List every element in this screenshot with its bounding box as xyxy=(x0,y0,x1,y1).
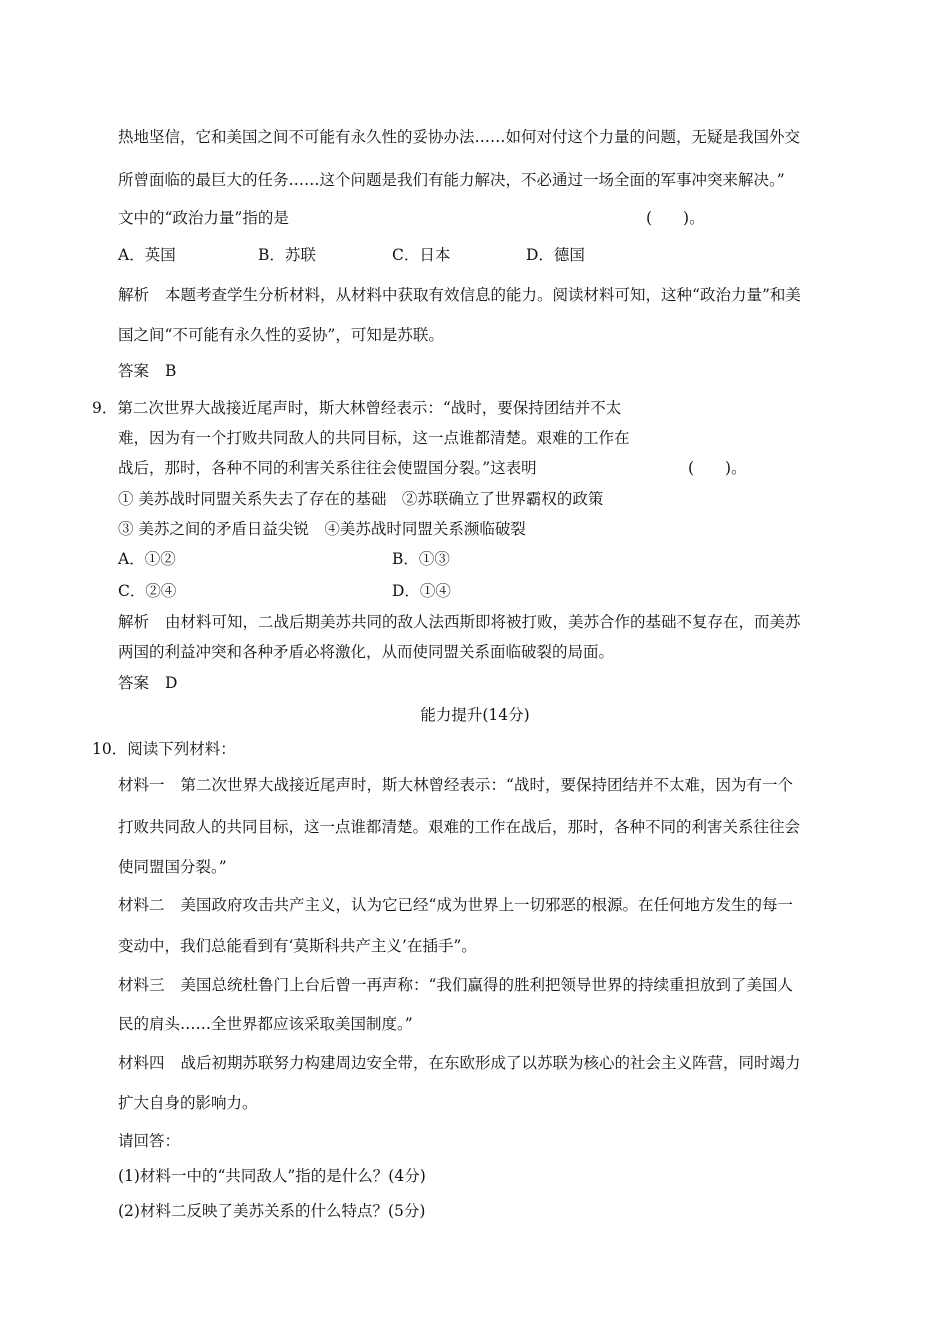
q8-option-c: C．日本 xyxy=(392,246,451,264)
q10-material-3-line-2: 民的肩头……全世界都应该采取美国制度。” xyxy=(118,1015,413,1033)
q10-material-3-label: 材料三 xyxy=(118,976,165,994)
q9-answer-blank: ( )。 xyxy=(688,459,747,477)
q8-answer-line xyxy=(118,361,176,381)
q10-material-3-text-1: 美国总统杜鲁门上台后曾一再声称：“我们赢得的胜利把领导世界的持续重担放到了美国人 xyxy=(180,976,793,994)
q10-material-2-line-1 xyxy=(118,895,793,915)
q8-stem-line-2: 所曾面临的最巨大的任务……这个问题是我们有能力解决，不必通过一场全面的军事冲突来解决。” xyxy=(118,171,785,189)
q9-statement-1: ① 美苏战时同盟关系失去了存在的基础 ②苏联确立了世界霸权的政策 xyxy=(118,490,604,508)
q10-material-1-line-1 xyxy=(118,775,793,795)
q9-analysis-line-1 xyxy=(118,612,801,632)
q9-answer-label: 答案 xyxy=(118,674,150,692)
q10-material-4-line-2: 扩大自身的影响力。 xyxy=(118,1094,258,1112)
q10-question-1: (1)材料一中的“共同敌人”指的是什么？(4分) xyxy=(118,1167,426,1185)
q9-stem-line-2: 难，因为有一个打败共同敌人的共同目标，这一点谁都清楚。艰难的工作在 xyxy=(118,429,630,447)
q10-material-4-text-1: 战后初期苏联努力构建周边安全带，在东欧形成了以苏联为核心的社会主义阵营，同时竭力 xyxy=(180,1054,801,1072)
q10-material-1-line-2: 打败共同敌人的共同目标，这一点谁都清楚。艰难的工作在战后，那时，各种不同的利害关系往往会 xyxy=(118,818,801,836)
q10-question-2: (2)材料二反映了美苏关系的什么特点？(5分) xyxy=(118,1202,426,1220)
q8-option-b: B．苏联 xyxy=(258,246,316,264)
q8-answer-blank: ( )。 xyxy=(646,209,705,227)
q10-material-2-label: 材料二 xyxy=(118,896,165,914)
section-title: 能力提升(14分) xyxy=(420,706,530,724)
q8-option-d: D．德国 xyxy=(526,246,585,264)
q10-material-2-text-1: 美国政府攻击共产主义，认为它已经“成为世界上一切邪恶的根源。在任何地方发生的每一 xyxy=(180,896,793,914)
q8-analysis-line-2: 国之间“不可能有永久性的妥协”，可知是苏联。 xyxy=(118,326,444,344)
q9-answer-line xyxy=(118,673,177,693)
q10-material-1-label: 材料一 xyxy=(118,776,165,794)
q8-option-a: A．英国 xyxy=(118,246,176,264)
q10-prompt: 请回答： xyxy=(118,1132,181,1150)
q10-material-2-line-2: 变动中，我们总能看到有‘莫斯科共产主义’在插手”。 xyxy=(118,937,477,955)
q9-analysis-line-2: 两国的利益冲突和各种矛盾必将激化，从而使同盟关系面临破裂的局面。 xyxy=(118,643,615,661)
q8-answer-label: 答案 xyxy=(118,362,150,380)
q8-analysis-text-1: 本题考查学生分析材料，从材料中获取有效信息的能力。阅读材料可知，这种“政治力量”和美 xyxy=(165,286,801,304)
q9-option-b: B．①③ xyxy=(392,550,450,568)
q9-option-a: A．①② xyxy=(118,550,176,568)
q8-answer-value: B xyxy=(165,362,177,380)
q10-material-1-text-1: 第二次世界大战接近尾声时，斯大林曾经表示：“战时，要保持团结并不太难，因为有一个 xyxy=(180,776,793,794)
q10-material-4-label: 材料四 xyxy=(118,1054,165,1072)
q9-stem-line-3: 战后，那时，各种不同的利害关系往往会使盟国分裂。”这表明 xyxy=(118,459,537,477)
q10-material-3-line-1 xyxy=(118,975,793,995)
q9-statement-2: ③ 美苏之间的矛盾日益尖锐 ④美苏战时同盟关系濒临破裂 xyxy=(118,520,526,538)
q9-analysis-text-1: 由材料可知，二战后期美苏共同的敌人法西斯即将被打败，美苏合作的基础不复存在，而美苏 xyxy=(165,613,801,631)
q9-option-d: D．①④ xyxy=(392,582,451,600)
q9-option-c: C．②④ xyxy=(118,582,177,600)
q10-material-4-line-1 xyxy=(118,1053,801,1073)
q8-analysis-line-1 xyxy=(118,285,801,305)
q10-intro: 10．阅读下列材料： xyxy=(92,740,236,758)
q8-analysis-label: 解析 xyxy=(118,286,150,304)
q9-stem-line-1: 9．第二次世界大战接近尾声时，斯大林曾经表示：“战时，要保持团结并不太 xyxy=(92,399,622,417)
q8-stem-line-3: 文中的“政治力量”指的是 xyxy=(118,209,289,227)
q10-material-1-line-3: 使同盟国分裂。” xyxy=(118,858,227,876)
q9-analysis-label: 解析 xyxy=(118,613,150,631)
q9-answer-value: D xyxy=(165,674,178,692)
q8-stem-line-1: 热地坚信，它和美国之间不可能有永久性的妥协办法……如何对付这个力量的问题，无疑是我国外交 xyxy=(118,128,801,146)
